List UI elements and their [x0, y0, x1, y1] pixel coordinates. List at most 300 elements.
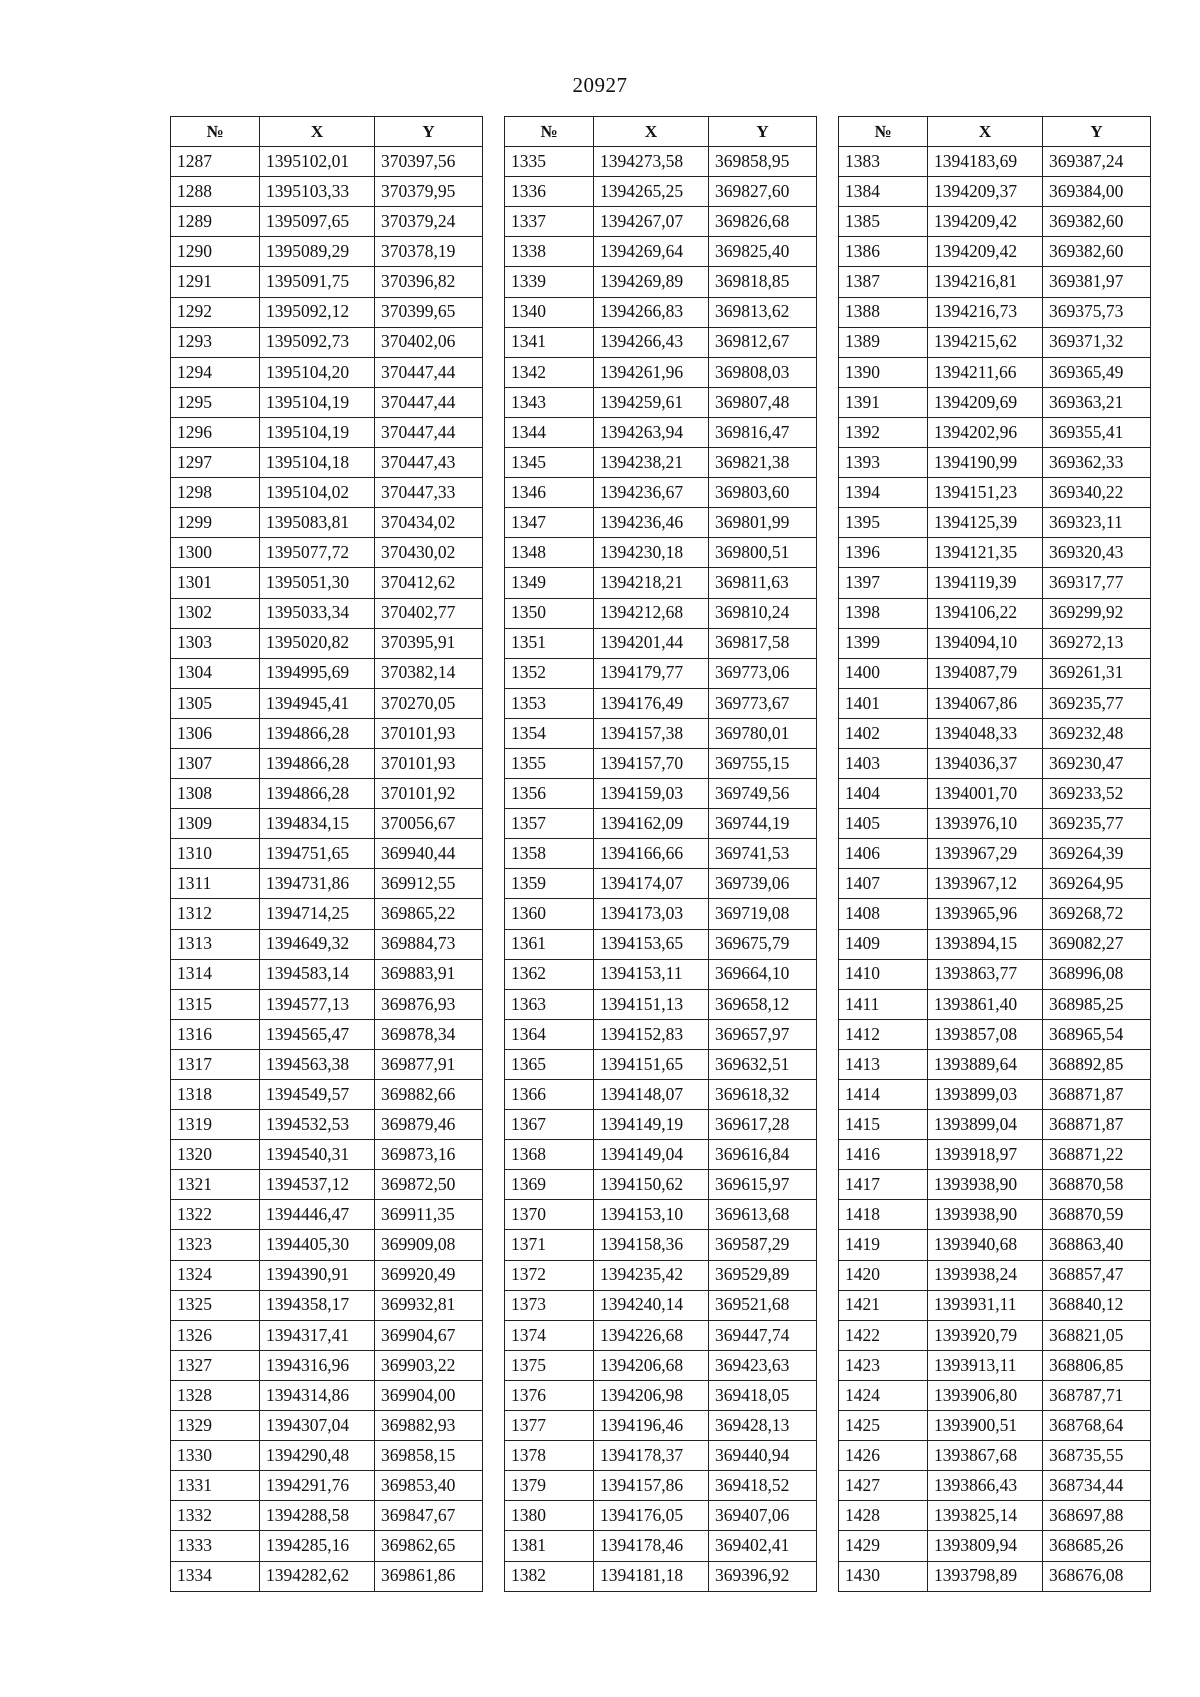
x-coordinate-cell: 1394001,70 — [928, 779, 1043, 809]
point-number-cell: 1371 — [505, 1230, 594, 1260]
y-coordinate-cell: 368870,58 — [1043, 1170, 1151, 1200]
x-coordinate-cell: 1394094,10 — [928, 628, 1043, 658]
y-coordinate-cell: 368870,59 — [1043, 1200, 1151, 1230]
x-coordinate-cell: 1394209,42 — [928, 207, 1043, 237]
x-coordinate-cell: 1393913,11 — [928, 1350, 1043, 1380]
y-coordinate-cell: 369739,06 — [709, 869, 817, 899]
point-number-cell: 1297 — [171, 448, 260, 478]
x-coordinate-cell: 1394317,41 — [260, 1320, 375, 1350]
x-coordinate-cell: 1394153,11 — [594, 959, 709, 989]
point-number-cell: 1324 — [171, 1260, 260, 1290]
table-row — [171, 809, 483, 839]
x-coordinate-cell: 1393976,10 — [928, 809, 1043, 839]
table-row — [505, 538, 817, 568]
y-coordinate-cell: 369912,55 — [375, 869, 483, 899]
point-number-cell: 1314 — [171, 959, 260, 989]
point-number-cell: 1363 — [505, 989, 594, 1019]
y-coordinate-cell: 369299,92 — [1043, 598, 1151, 628]
table-row — [505, 1200, 817, 1230]
point-number-cell: 1304 — [171, 658, 260, 688]
y-coordinate-cell: 370399,65 — [375, 297, 483, 327]
table-row — [171, 297, 483, 327]
y-coordinate-cell: 369811,63 — [709, 568, 817, 598]
table-row — [171, 989, 483, 1019]
y-coordinate-cell: 369882,93 — [375, 1411, 483, 1441]
y-coordinate-cell: 369428,13 — [709, 1411, 817, 1441]
table-row — [171, 508, 483, 538]
y-coordinate-cell: 369230,47 — [1043, 748, 1151, 778]
table-row — [505, 1110, 817, 1140]
x-coordinate-cell: 1394119,39 — [928, 568, 1043, 598]
y-coordinate-cell: 370434,02 — [375, 508, 483, 538]
point-number-cell: 1366 — [505, 1080, 594, 1110]
table-row — [171, 327, 483, 357]
table-row — [839, 839, 1151, 869]
x-coordinate-cell: 1394183,69 — [928, 147, 1043, 177]
x-coordinate-cell: 1394316,96 — [260, 1350, 375, 1380]
x-coordinate-cell: 1393900,51 — [928, 1411, 1043, 1441]
x-coordinate-cell: 1394267,07 — [594, 207, 709, 237]
y-coordinate-cell: 370396,82 — [375, 267, 483, 297]
y-coordinate-cell: 369418,52 — [709, 1471, 817, 1501]
table-row — [505, 237, 817, 267]
table-row — [839, 658, 1151, 688]
table-row — [171, 1441, 483, 1471]
y-coordinate-cell: 369904,67 — [375, 1320, 483, 1350]
table-row — [171, 688, 483, 718]
point-number-cell: 1300 — [171, 538, 260, 568]
point-number-cell: 1334 — [171, 1561, 260, 1591]
x-coordinate-cell: 1393931,11 — [928, 1290, 1043, 1320]
point-number-cell: 1397 — [839, 568, 928, 598]
table-row — [505, 809, 817, 839]
point-number-cell: 1294 — [171, 357, 260, 387]
table-row — [839, 809, 1151, 839]
y-coordinate-cell: 369617,28 — [709, 1110, 817, 1140]
y-coordinate-cell: 368871,87 — [1043, 1080, 1151, 1110]
table-row — [171, 1380, 483, 1410]
x-coordinate-cell: 1395092,12 — [260, 297, 375, 327]
point-number-cell: 1330 — [171, 1441, 260, 1471]
y-coordinate-cell: 369402,41 — [709, 1531, 817, 1561]
y-coordinate-cell: 369755,15 — [709, 748, 817, 778]
x-coordinate-cell: 1394157,70 — [594, 748, 709, 778]
y-coordinate-cell: 369812,67 — [709, 327, 817, 357]
point-number-cell: 1357 — [505, 809, 594, 839]
x-coordinate-cell: 1394261,96 — [594, 357, 709, 387]
x-coordinate-cell: 1394291,76 — [260, 1471, 375, 1501]
table-row — [505, 417, 817, 447]
x-coordinate-cell: 1395104,19 — [260, 417, 375, 447]
point-number-cell: 1410 — [839, 959, 928, 989]
point-number-cell: 1349 — [505, 568, 594, 598]
table-row — [505, 929, 817, 959]
point-number-cell: 1312 — [171, 899, 260, 929]
point-number-cell: 1372 — [505, 1260, 594, 1290]
table-row — [505, 1019, 817, 1049]
y-coordinate-cell: 369613,68 — [709, 1200, 817, 1230]
x-coordinate-cell: 1394148,07 — [594, 1080, 709, 1110]
table-row — [839, 1200, 1151, 1230]
x-coordinate-cell: 1394269,89 — [594, 267, 709, 297]
x-coordinate-cell: 1395104,20 — [260, 357, 375, 387]
y-coordinate-cell: 369381,97 — [1043, 267, 1151, 297]
y-coordinate-cell: 368676,08 — [1043, 1561, 1151, 1591]
x-coordinate-cell: 1394176,49 — [594, 688, 709, 718]
point-number-cell: 1365 — [505, 1049, 594, 1079]
table-row — [505, 1290, 817, 1320]
x-coordinate-cell: 1394235,42 — [594, 1260, 709, 1290]
y-coordinate-cell: 369877,91 — [375, 1049, 483, 1079]
point-number-cell: 1425 — [839, 1411, 928, 1441]
point-number-cell: 1412 — [839, 1019, 928, 1049]
x-coordinate-cell: 1394151,65 — [594, 1049, 709, 1079]
point-number-cell: 1391 — [839, 387, 928, 417]
x-coordinate-cell: 1394565,47 — [260, 1019, 375, 1049]
point-number-cell: 1417 — [839, 1170, 928, 1200]
x-coordinate-cell: 1394751,65 — [260, 839, 375, 869]
point-number-cell: 1303 — [171, 628, 260, 658]
table-row — [505, 718, 817, 748]
y-coordinate-cell: 369268,72 — [1043, 899, 1151, 929]
table-row — [839, 267, 1151, 297]
point-number-cell: 1351 — [505, 628, 594, 658]
table-row — [839, 1471, 1151, 1501]
y-coordinate-cell: 368985,25 — [1043, 989, 1151, 1019]
point-number-cell: 1356 — [505, 779, 594, 809]
x-coordinate-cell: 1394269,64 — [594, 237, 709, 267]
coordinates-table-3 — [838, 116, 1151, 1592]
table-row — [505, 1049, 817, 1079]
x-coordinate-cell: 1394181,18 — [594, 1561, 709, 1591]
y-coordinate-cell: 368863,40 — [1043, 1230, 1151, 1260]
point-number-cell: 1299 — [171, 508, 260, 538]
y-coordinate-cell: 369749,56 — [709, 779, 817, 809]
y-coordinate-cell: 369807,48 — [709, 387, 817, 417]
point-number-cell: 1414 — [839, 1080, 928, 1110]
x-coordinate-cell: 1395103,33 — [260, 177, 375, 207]
table-header-row — [505, 117, 817, 147]
table-row — [171, 177, 483, 207]
table-row — [505, 1350, 817, 1380]
table-row — [171, 538, 483, 568]
y-coordinate-cell: 369658,12 — [709, 989, 817, 1019]
y-coordinate-cell: 369904,00 — [375, 1380, 483, 1410]
table-row — [505, 628, 817, 658]
y-coordinate-cell: 369317,77 — [1043, 568, 1151, 598]
point-number-cell: 1404 — [839, 779, 928, 809]
y-coordinate-cell: 369801,99 — [709, 508, 817, 538]
point-number-cell: 1430 — [839, 1561, 928, 1591]
y-coordinate-cell: 369362,33 — [1043, 448, 1151, 478]
y-coordinate-cell: 369878,34 — [375, 1019, 483, 1049]
y-coordinate-cell: 369272,13 — [1043, 628, 1151, 658]
y-coordinate-cell: 369387,24 — [1043, 147, 1151, 177]
y-coordinate-cell: 369264,95 — [1043, 869, 1151, 899]
table-row — [171, 1531, 483, 1561]
point-number-cell: 1295 — [171, 387, 260, 417]
y-coordinate-cell: 369818,85 — [709, 267, 817, 297]
y-coordinate-cell: 369827,60 — [709, 177, 817, 207]
table-row — [505, 899, 817, 929]
table-row — [171, 1049, 483, 1079]
x-coordinate-cell: 1395051,30 — [260, 568, 375, 598]
x-coordinate-cell: 1394202,96 — [928, 417, 1043, 447]
point-number-cell: 1408 — [839, 899, 928, 929]
y-coordinate-cell: 370056,67 — [375, 809, 483, 839]
point-number-cell: 1350 — [505, 598, 594, 628]
table-row — [839, 1019, 1151, 1049]
x-coordinate-cell: 1394087,79 — [928, 658, 1043, 688]
table-row — [505, 779, 817, 809]
point-number-cell: 1325 — [171, 1290, 260, 1320]
point-number-cell: 1393 — [839, 448, 928, 478]
point-number-cell: 1353 — [505, 688, 594, 718]
y-coordinate-cell: 369384,00 — [1043, 177, 1151, 207]
y-coordinate-cell: 369382,60 — [1043, 237, 1151, 267]
x-coordinate-cell: 1395077,72 — [260, 538, 375, 568]
y-coordinate-cell: 369825,40 — [709, 237, 817, 267]
x-coordinate-cell: 1395091,75 — [260, 267, 375, 297]
table-row — [505, 568, 817, 598]
table-row — [505, 839, 817, 869]
table-row — [839, 147, 1151, 177]
table-row — [505, 1531, 817, 1561]
x-coordinate-cell: 1394166,66 — [594, 839, 709, 869]
x-coordinate-cell: 1394273,58 — [594, 147, 709, 177]
point-number-cell: 1360 — [505, 899, 594, 929]
table-row — [839, 1170, 1151, 1200]
x-coordinate-cell: 1395102,01 — [260, 147, 375, 177]
x-coordinate-cell: 1394178,46 — [594, 1531, 709, 1561]
x-coordinate-cell: 1394236,46 — [594, 508, 709, 538]
table-row — [839, 1411, 1151, 1441]
point-number-cell: 1401 — [839, 688, 928, 718]
x-coordinate-cell: 1394549,57 — [260, 1080, 375, 1110]
point-number-cell: 1355 — [505, 748, 594, 778]
y-coordinate-cell: 369858,95 — [709, 147, 817, 177]
y-coordinate-cell: 368821,05 — [1043, 1320, 1151, 1350]
y-coordinate-cell: 369365,49 — [1043, 357, 1151, 387]
x-coordinate-cell: 1394866,28 — [260, 779, 375, 809]
y-coordinate-cell: 369235,77 — [1043, 688, 1151, 718]
point-number-cell: 1388 — [839, 297, 928, 327]
point-number-cell: 1331 — [171, 1471, 260, 1501]
x-coordinate-cell: 1394151,13 — [594, 989, 709, 1019]
coordinates-table-2 — [504, 116, 817, 1592]
table-row — [171, 929, 483, 959]
page-number: 20927 — [572, 73, 628, 97]
x-coordinate-cell: 1394151,23 — [928, 478, 1043, 508]
x-coordinate-cell: 1394532,53 — [260, 1110, 375, 1140]
point-number-cell: 1373 — [505, 1290, 594, 1320]
y-coordinate-cell: 369396,92 — [709, 1561, 817, 1591]
x-coordinate-cell: 1394218,21 — [594, 568, 709, 598]
table-row — [505, 1501, 817, 1531]
x-coordinate-cell: 1394211,66 — [928, 357, 1043, 387]
point-number-cell: 1399 — [839, 628, 928, 658]
x-coordinate-cell: 1394212,68 — [594, 598, 709, 628]
header-x: X — [928, 117, 1043, 147]
x-coordinate-cell: 1394048,33 — [928, 718, 1043, 748]
point-number-cell: 1389 — [839, 327, 928, 357]
point-number-cell: 1361 — [505, 929, 594, 959]
x-coordinate-cell: 1394537,12 — [260, 1170, 375, 1200]
x-coordinate-cell: 1394215,62 — [928, 327, 1043, 357]
y-coordinate-cell: 370101,93 — [375, 718, 483, 748]
y-coordinate-cell: 368697,88 — [1043, 1501, 1151, 1531]
table-row — [171, 1170, 483, 1200]
point-number-cell: 1406 — [839, 839, 928, 869]
point-number-cell: 1335 — [505, 147, 594, 177]
table-row — [171, 417, 483, 447]
y-coordinate-cell: 370397,56 — [375, 147, 483, 177]
y-coordinate-cell: 370447,44 — [375, 417, 483, 447]
point-number-cell: 1422 — [839, 1320, 928, 1350]
point-number-cell: 1429 — [839, 1531, 928, 1561]
y-coordinate-cell: 369940,44 — [375, 839, 483, 869]
x-coordinate-cell: 1393920,79 — [928, 1320, 1043, 1350]
y-coordinate-cell: 370101,92 — [375, 779, 483, 809]
y-coordinate-cell: 369340,22 — [1043, 478, 1151, 508]
y-coordinate-cell: 368857,47 — [1043, 1260, 1151, 1290]
y-coordinate-cell: 369664,10 — [709, 959, 817, 989]
point-number-cell: 1328 — [171, 1380, 260, 1410]
table-header-row — [171, 117, 483, 147]
point-number-cell: 1338 — [505, 237, 594, 267]
table-row — [171, 1200, 483, 1230]
y-coordinate-cell: 369657,97 — [709, 1019, 817, 1049]
x-coordinate-cell: 1394238,21 — [594, 448, 709, 478]
y-coordinate-cell: 369816,47 — [709, 417, 817, 447]
point-number-cell: 1381 — [505, 1531, 594, 1561]
point-number-cell: 1346 — [505, 478, 594, 508]
y-coordinate-cell: 369821,38 — [709, 448, 817, 478]
point-number-cell: 1319 — [171, 1110, 260, 1140]
point-number-cell: 1427 — [839, 1471, 928, 1501]
y-coordinate-cell: 369883,91 — [375, 959, 483, 989]
point-number-cell: 1377 — [505, 1411, 594, 1441]
x-coordinate-cell: 1394945,41 — [260, 688, 375, 718]
x-coordinate-cell: 1394196,46 — [594, 1411, 709, 1441]
point-number-cell: 1369 — [505, 1170, 594, 1200]
point-number-cell: 1332 — [171, 1501, 260, 1531]
x-coordinate-cell: 1394314,86 — [260, 1380, 375, 1410]
point-number-cell: 1342 — [505, 357, 594, 387]
point-number-cell: 1339 — [505, 267, 594, 297]
x-coordinate-cell: 1393894,15 — [928, 929, 1043, 959]
table-row — [171, 1290, 483, 1320]
header-y: Y — [1043, 117, 1151, 147]
table-row — [171, 1080, 483, 1110]
x-coordinate-cell: 1394285,16 — [260, 1531, 375, 1561]
y-coordinate-cell: 369800,51 — [709, 538, 817, 568]
table-row — [505, 1411, 817, 1441]
coordinates-table-1 — [170, 116, 483, 1592]
x-coordinate-cell: 1393899,03 — [928, 1080, 1043, 1110]
table-row — [171, 718, 483, 748]
x-coordinate-cell: 1394206,98 — [594, 1380, 709, 1410]
point-number-cell: 1382 — [505, 1561, 594, 1591]
x-coordinate-cell: 1395097,65 — [260, 207, 375, 237]
x-coordinate-cell: 1393940,68 — [928, 1230, 1043, 1260]
y-coordinate-cell: 369719,08 — [709, 899, 817, 929]
point-number-cell: 1352 — [505, 658, 594, 688]
table-row — [839, 1320, 1151, 1350]
x-coordinate-cell: 1394731,86 — [260, 869, 375, 899]
y-coordinate-cell: 369261,31 — [1043, 658, 1151, 688]
table-row — [171, 1501, 483, 1531]
table-row — [171, 1110, 483, 1140]
x-coordinate-cell: 1394230,18 — [594, 538, 709, 568]
y-coordinate-cell: 369810,24 — [709, 598, 817, 628]
x-coordinate-cell: 1394159,03 — [594, 779, 709, 809]
y-coordinate-cell: 369529,89 — [709, 1260, 817, 1290]
point-number-cell: 1419 — [839, 1230, 928, 1260]
table-row — [171, 1140, 483, 1170]
y-coordinate-cell: 369909,08 — [375, 1230, 483, 1260]
point-number-cell: 1380 — [505, 1501, 594, 1531]
x-coordinate-cell: 1394577,13 — [260, 989, 375, 1019]
x-coordinate-cell: 1394226,68 — [594, 1320, 709, 1350]
y-coordinate-cell: 368965,54 — [1043, 1019, 1151, 1049]
table-row — [171, 357, 483, 387]
x-coordinate-cell: 1394259,61 — [594, 387, 709, 417]
table-row — [505, 1380, 817, 1410]
x-coordinate-cell: 1394563,38 — [260, 1049, 375, 1079]
x-coordinate-cell: 1394390,91 — [260, 1260, 375, 1290]
x-coordinate-cell: 1393938,24 — [928, 1260, 1043, 1290]
y-coordinate-cell: 370402,77 — [375, 598, 483, 628]
table-row — [505, 748, 817, 778]
point-number-cell: 1424 — [839, 1380, 928, 1410]
point-number-cell: 1392 — [839, 417, 928, 447]
point-number-cell: 1374 — [505, 1320, 594, 1350]
y-coordinate-cell: 370395,91 — [375, 628, 483, 658]
point-number-cell: 1317 — [171, 1049, 260, 1079]
x-coordinate-cell: 1394288,58 — [260, 1501, 375, 1531]
point-number-cell: 1409 — [839, 929, 928, 959]
header-number: № — [839, 117, 928, 147]
table-row — [171, 899, 483, 929]
point-number-cell: 1387 — [839, 267, 928, 297]
y-coordinate-cell: 369423,63 — [709, 1350, 817, 1380]
table-row — [505, 1260, 817, 1290]
y-coordinate-cell: 369744,19 — [709, 809, 817, 839]
x-coordinate-cell: 1394121,35 — [928, 538, 1043, 568]
x-coordinate-cell: 1394834,15 — [260, 809, 375, 839]
point-number-cell: 1329 — [171, 1411, 260, 1441]
y-coordinate-cell: 369876,93 — [375, 989, 483, 1019]
x-coordinate-cell: 1394176,05 — [594, 1501, 709, 1531]
table-row — [171, 237, 483, 267]
table-row — [505, 1561, 817, 1591]
table-row — [505, 508, 817, 538]
point-number-cell: 1411 — [839, 989, 928, 1019]
table-row — [171, 448, 483, 478]
header-y: Y — [375, 117, 483, 147]
table-row — [839, 237, 1151, 267]
point-number-cell: 1315 — [171, 989, 260, 1019]
point-number-cell: 1367 — [505, 1110, 594, 1140]
y-coordinate-cell: 369932,81 — [375, 1290, 483, 1320]
table-row — [505, 1080, 817, 1110]
x-coordinate-cell: 1394866,28 — [260, 718, 375, 748]
y-coordinate-cell: 370379,95 — [375, 177, 483, 207]
point-number-cell: 1301 — [171, 568, 260, 598]
point-number-cell: 1415 — [839, 1110, 928, 1140]
point-number-cell: 1396 — [839, 538, 928, 568]
